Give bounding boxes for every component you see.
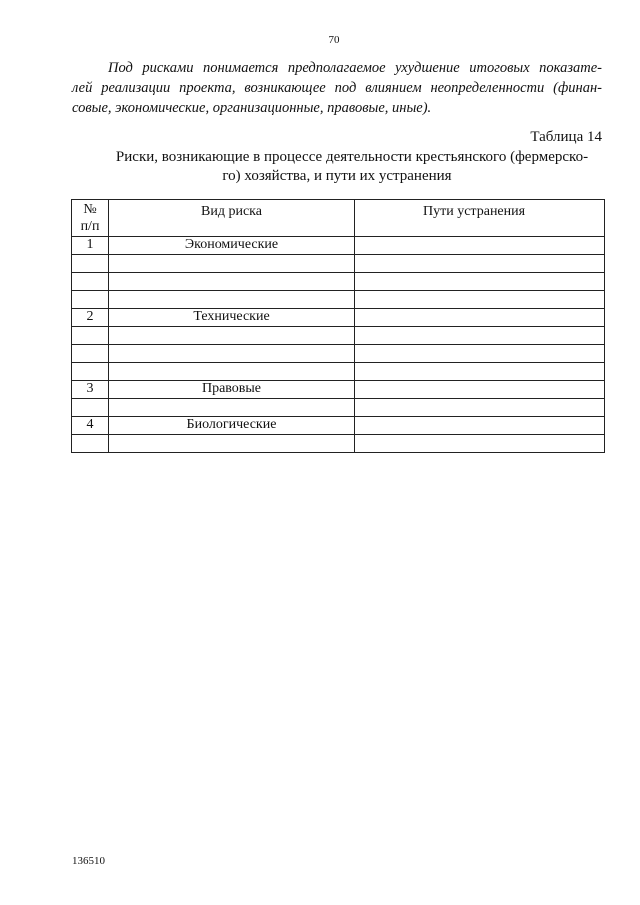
intro-line: Под рисками понимается предполагаемое ухудшение итоговых показате-: [108, 60, 602, 76]
table-row: [72, 273, 605, 291]
cell-solution: [355, 291, 605, 309]
intro-paragraph: [72, 58, 602, 118]
cell-risk-type: [109, 399, 355, 417]
table-row: [72, 327, 605, 345]
table-title-line: го) хозяйства, и пути их устранения: [222, 168, 452, 184]
risk-table: [71, 199, 605, 453]
cell-number: 1: [72, 237, 109, 255]
table-label: Таблица 14: [530, 129, 602, 145]
footer-code: 136510: [72, 855, 105, 867]
cell-number: 3: [72, 381, 109, 399]
table-title: [72, 148, 602, 186]
cell-solution: [355, 399, 605, 417]
header-number: [72, 200, 109, 237]
intro-line: совые, экономические, организационные, правовые, иные).: [72, 100, 432, 116]
cell-solution: [355, 363, 605, 381]
cell-risk-type: Биологические: [109, 417, 355, 435]
table-row: [72, 417, 605, 435]
cell-solution: [355, 381, 605, 399]
table-row: [72, 291, 605, 309]
table-row: [72, 363, 605, 381]
cell-solution: [355, 255, 605, 273]
cell-solution: [355, 237, 605, 255]
table-row: [72, 435, 605, 453]
cell-number: [72, 255, 109, 273]
table-row: [72, 309, 605, 327]
cell-risk-type: Экономические: [109, 237, 355, 255]
cell-risk-type: Правовые: [109, 381, 355, 399]
cell-number: [72, 291, 109, 309]
cell-number: 4: [72, 417, 109, 435]
table-row: [72, 345, 605, 363]
table-title-line: Риски, возникающие в процессе деятельности крестьянского (фермерско-: [115, 149, 589, 165]
cell-risk-type: [109, 435, 355, 453]
cell-solution: [355, 435, 605, 453]
cell-number: [72, 273, 109, 291]
cell-risk-type: [109, 291, 355, 309]
cell-risk-type: [109, 363, 355, 381]
intro-line: лей реализации проекта, возникающее под влиянием неопределенности (финан-: [72, 80, 602, 96]
cell-risk-type: [109, 345, 355, 363]
page-number: 70: [328, 34, 340, 46]
table-row: [72, 237, 605, 255]
table-row: [72, 381, 605, 399]
cell-solution: [355, 345, 605, 363]
cell-number: [72, 327, 109, 345]
cell-risk-type: [109, 327, 355, 345]
cell-solution: [355, 417, 605, 435]
table-header-row: [72, 200, 605, 237]
cell-solution: [355, 327, 605, 345]
cell-number: [72, 363, 109, 381]
table-row: [72, 399, 605, 417]
table-row: [72, 255, 605, 273]
header-number-abbr: п/п: [80, 219, 100, 234]
header-number-symbol: №: [83, 202, 97, 217]
cell-number: [72, 345, 109, 363]
cell-risk-type: Технические: [109, 309, 355, 327]
cell-number: [72, 399, 109, 417]
cell-number: 2: [72, 309, 109, 327]
cell-risk-type: [109, 255, 355, 273]
cell-number: [72, 435, 109, 453]
cell-risk-type: [109, 273, 355, 291]
header-risk-type: Вид риска: [109, 200, 355, 237]
cell-solution: [355, 309, 605, 327]
cell-solution: [355, 273, 605, 291]
header-solutions: Пути устранения: [355, 200, 605, 237]
